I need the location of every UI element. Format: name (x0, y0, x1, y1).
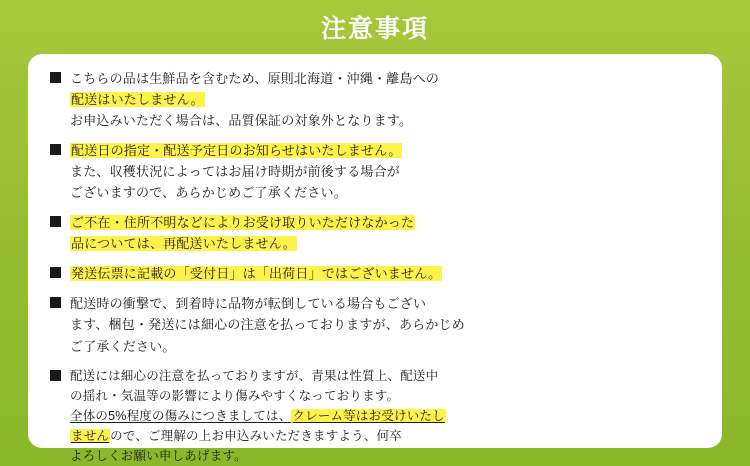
square-bullet-icon (50, 144, 61, 155)
square-bullet-icon (50, 370, 61, 381)
notice-line (70, 182, 700, 203)
list-item (50, 366, 700, 466)
notice-line (70, 386, 700, 406)
list-item (50, 293, 700, 356)
text-run: こちらの品は生鮮品を含むため、原則北海道・沖縄・離島への (70, 71, 440, 86)
list-item (50, 68, 700, 131)
list-item (50, 140, 700, 203)
square-bullet-icon (50, 267, 61, 278)
text-run-highlight: 配送日の指定・配送予定日のお知らせはいたしません。 (71, 143, 402, 159)
notice-line (70, 406, 700, 426)
text-run: お申込みいただく場合は、品質保証の対象外となります。 (70, 113, 413, 129)
notice-text (70, 263, 700, 284)
notice-list (50, 68, 700, 466)
notice-card (28, 54, 722, 463)
list-item (50, 212, 700, 254)
notice-line (70, 426, 700, 446)
square-bullet-icon (50, 297, 61, 308)
notice-line (70, 366, 700, 386)
notice-line (70, 336, 700, 357)
notice-line (70, 314, 700, 335)
list-item (50, 263, 700, 284)
text-run-highlight: 配送はいたしません。 (71, 92, 204, 108)
notice-line (70, 233, 700, 254)
notice-line (70, 293, 700, 314)
notice-line (70, 446, 700, 466)
text-run-highlight: 品については、再配送いたしません。 (71, 236, 296, 252)
text-run-highlight: クレーム等はお受けいたし (292, 408, 445, 423)
notice-text (70, 140, 700, 203)
text-run-highlight: 発送伝票に記載の「受付日」は「出荷日」ではございません。 (71, 266, 442, 282)
text-run-highlight: ません (71, 428, 110, 443)
square-bullet-icon (50, 72, 61, 83)
notice-line (70, 110, 700, 131)
text-run: ございますので、あらかじめご了承ください。 (70, 185, 347, 201)
notice-text (70, 366, 700, 466)
text-run: の揺れ・気温等の影響により傷みやすくなっております。 (70, 388, 400, 403)
notice-line (70, 140, 700, 161)
notice-line (70, 263, 700, 284)
notice-line (70, 161, 700, 182)
notice-line (70, 68, 700, 89)
text-run-highlight: ご不在・住所不明などによりお受け取りいただけなかった (71, 215, 415, 231)
notice-text (70, 212, 700, 254)
notice-text (70, 68, 700, 131)
text-run: よろしくお願い申しあげます。 (70, 448, 247, 463)
text-run: ので、ご理解の上お申込みいただきますよう、何卒 (110, 428, 402, 443)
text-run: ます、梱包・発送には細心の注意を払っておりますが、あらかじめ (70, 317, 465, 333)
text-run: ご了承ください。 (70, 338, 176, 354)
notice-text (70, 293, 700, 356)
notice-line (70, 212, 700, 233)
text-run: また、収穫状況によってはお届け時期が前後する場合が (70, 164, 401, 180)
notice-line (70, 89, 700, 110)
text-run: 配送時の衝撃で、到着時に品物が転倒している場合もござい (70, 296, 427, 312)
page-title: 注意事項 (320, 15, 429, 43)
square-bullet-icon (50, 216, 61, 227)
text-run: 配送には細心の注意を払っておりますが、青果は性質上、配送中 (70, 368, 439, 383)
text-run-underline: 全体の5%程度の傷みにつきましては、 (70, 408, 292, 423)
